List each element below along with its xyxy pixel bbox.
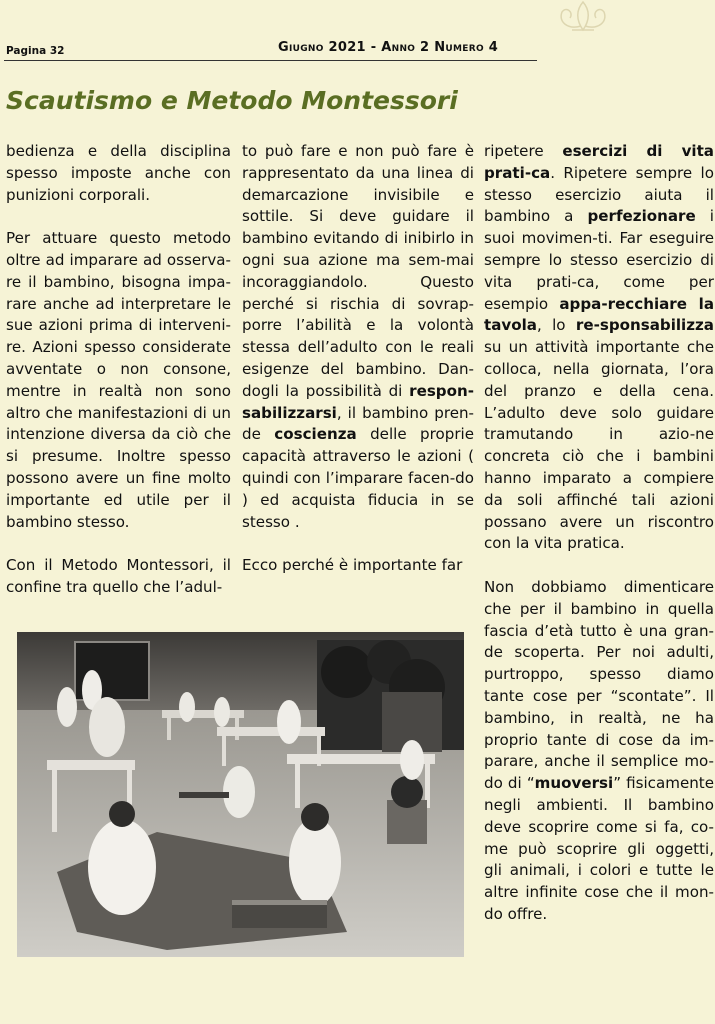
fleur-de-lis-icon [548, 0, 618, 40]
paragraph: Non dobbiamo dimenticare che per il bambino in quella fascia d’età tutto è una gran-de scoperta. Per noi adulti, purtroppo, spesso diamo tante cose per “scontate”. Il bambino, in realtà, ne ha proprio tante di cose da im-parare, anche il semplice mo-do di “muoversi” fisicamente negli ambienti. Il bambino deve scoprire come si fa, co-me può scoprire gli oggetti, gli animali, i colori e tutte le altre infinite cose che il mon-do offre. [484, 577, 714, 923]
bold-term: appa-recchiare la tavola [484, 294, 715, 335]
page-number: Pagina 32 [6, 45, 65, 57]
paragraph: bedienza e della disciplina spesso imposte anche con punizioni corporali. [6, 142, 231, 204]
bold-term: coscienza [274, 425, 357, 444]
issue-info: Giugno 2021 - Anno 2 Numero 4 [278, 40, 499, 55]
bold-term: esercizi di vita prati-ca [484, 142, 714, 182]
text-column-2 [242, 141, 474, 599]
header-divider [4, 60, 537, 61]
bold-term: respon-sabilizzarsi [242, 381, 474, 422]
classroom-photo [17, 632, 464, 957]
paragraph: to può fare e non può fare è rappresentato da una linea di demarcazione invisibile e sottile. Si deve guidare il bambino evitando di inibirlo in ogni sua azione ma sem-mai incoraggiandolo. Questo perché si rischia di sovrap-porre l’abilità e la volontà stessa dell’adulto con le reali esigenze del bambino. Dan-dogli la possibilità di respon-sabilizzarsi, il bambino pren-de coscienza delle proprie capacità attraverso le azioni ( quindi con l’imparare facen-do ) ed acquista fiducia in se stesso . [242, 142, 475, 531]
text-column-1 [6, 141, 231, 621]
paragraph: Per attuare questo metodo oltre ad imparare ad osserva-re il bambino, bisogna impa-rare anche ad interpretare le sue azioni prima di interveni-re. Azioni spesso considerate avventate o non consone, mentre in realtà non sono altro che manifestazioni di un intenzione diversa da ciò che si presume. Inoltre spesso possono avere un fine molto importante ed utile per il bambino stesso. [6, 229, 231, 531]
bold-term: muoversi [534, 774, 614, 793]
text-column-3 [484, 141, 714, 947]
article-title: Scautismo e Metodo Montessori [6, 86, 458, 115]
paragraph: Ecco perché è importante far [242, 556, 463, 575]
bold-term: perfezionare [587, 207, 696, 226]
bold-term: re-sponsabilizza [575, 316, 714, 335]
paragraph: ripetere esercizi di vita prati-ca. Ripetere sempre lo stesso esercizio aiuta il bambino a perfezionare i suoi movimen-ti. Far eseguire sempre lo stesso esercizio di vita prati-ca, come per esempio appa-recchiare la tavola, lo re-sponsabilizza su un attività importante che colloca, nella giornata, l’ora del pranzo e della cena. L’adulto deve solo guidare tramutando in azio-ne concreta ciò che i bambini hanno imparato a compiere da soli affinché tali azioni possano avere un riscontro con la vita pratica. [484, 142, 715, 553]
paragraph: Con il Metodo Montessori, il confine tra quello che l’adul- [6, 556, 231, 596]
